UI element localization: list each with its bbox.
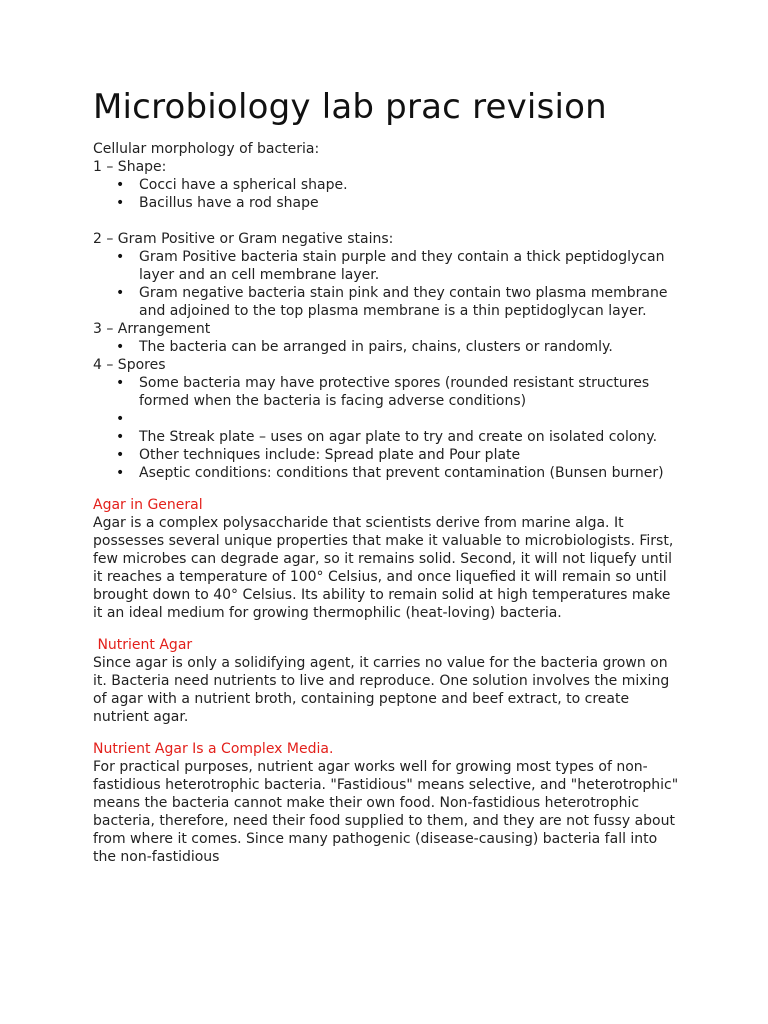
gram-list [93, 248, 680, 320]
spacer [93, 622, 680, 636]
list-item: • Some bacteria may have protective spores (rounded resistant structures formed when the bacteria is facing adverse conditions) [139, 374, 680, 410]
section-heading-spores: 4 – Spores [93, 357, 166, 373]
nutrient-agar-body: Since agar is only a solidifying agent, it carries no value for the bacteria grown on it. Bacteria need nutrients to live and reproduce. One solution involves the mixing of agar with a nutrient broth, containing peptone and beef extract, to create nutrient agar. [93, 655, 670, 725]
section-heading-arrangement: 3 – Arrangement [93, 321, 211, 337]
list-item: • The bacteria can be arranged in pairs, chains, clusters or randomly. [139, 338, 680, 356]
document-title: Microbiology lab prac revision [93, 87, 607, 127]
complex-media-heading: Nutrient Agar Is a Complex Media. [93, 741, 334, 757]
section-heading-shape: 1 – Shape: [93, 159, 167, 175]
list-item: • Aseptic conditions: conditions that prevent contamination (Bunsen burner) [139, 464, 680, 482]
complex-media-body: For practical purposes, nutrient agar works well for growing most types of non-fastidious heterotrophic bacteria. "Fastidious" means selective, and "heterotrophic" means the bacteria cannot make their own food. Non-fastidious heterotrophic bacteria, therefore, need their food supplied to them, and they are not fussy about from where it comes. Since many pathogenic (disease-causing) bacteria fall into the non-fastidious [93, 759, 679, 865]
shape-list [93, 176, 680, 212]
spacer [93, 726, 680, 740]
agar-general-heading: Agar in General [93, 497, 203, 513]
intro-line: Cellular morphology of bacteria: [93, 141, 320, 157]
section-heading-gram: 2 – Gram Positive or Gram negative stains: [93, 231, 394, 247]
list-item: • Gram Positive bacteria stain purple and they contain a thick peptidoglycan layer and an cell membrane layer. [139, 248, 680, 284]
list-item: • Other techniques include: Spread plate and Pour plate [139, 446, 680, 464]
agar-general-body: Agar is a complex polysaccharide that scientists derive from marine alga. It possesses several unique properties that make it valuable to microbiologists. First, few microbes can degrade agar, so it remains solid. Second, it will not liquefy until it reaches a temperature of 100° Celsius, and once liquefied it will remain so until brought down to 40° Celsius. Its ability to remain solid at high temperatures make it an ideal medium for growing thermophilic (heat-loving) bacteria. [93, 515, 674, 621]
list-item: • Gram negative bacteria stain pink and they contain two plasma membrane and adjoined to the top plasma membrane is a thin peptidoglycan layer. [139, 284, 680, 320]
spacer [93, 482, 680, 496]
list-item: • The Streak plate – uses on agar plate to try and create on isolated colony. [139, 428, 680, 446]
list-item: • Bacillus have a rod shape [139, 194, 680, 212]
arrangement-list [93, 338, 680, 356]
spacer [93, 212, 680, 230]
blank-list-line [139, 410, 680, 428]
nutrient-agar-heading: Nutrient Agar [93, 637, 193, 653]
list-item: • Cocci have a spherical shape. [139, 176, 680, 194]
spores-list [93, 374, 680, 482]
